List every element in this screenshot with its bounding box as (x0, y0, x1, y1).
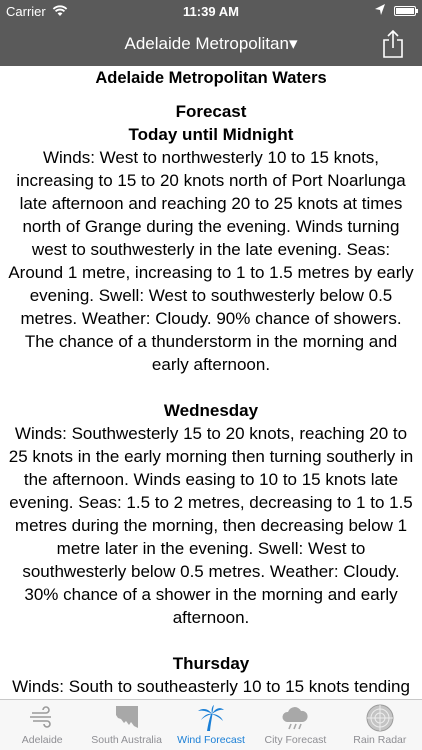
section-text: Winds: Southwesterly 15 to 20 knots, reaching 20 to 25 knots in the early morning then turning southerly in the afternoon. Winds easing to 10 to 15 knots late evening. Seas: 1.5 to 2 metres, decreasing to 1 to 1.5 metres during the morning, then decreasing below 1 metre later in the evening. Swell: West to southwesterly below 0.5 metres. Weather: Cloudy. 30% chance of a shower in the morning and early afternoon. (8, 424, 414, 627)
tab-rain-radar[interactable] (338, 700, 422, 750)
palm-tree-icon (196, 704, 226, 735)
share-icon (380, 29, 406, 59)
section-text: Winds: South to southeasterly 10 to 15 knots tending (12, 677, 410, 696)
section-text: Winds: West to northwesterly 10 to 15 knots, increasing to 15 to 20 knots north of Port Noarlunga late afternoon and reaching 20 to 25 knots at times north of Grange during the evening. Winds turning west to southwesterly in the late evening. Seas: Around 1 metre, increasing to 1 to 1.5 metres by early evening. Swell: West to southwesterly below 0.5 metres. Weather: Cloudy. 90% chance of showers. The chance of a thunderstorm in the morning and early afternoon. (8, 148, 414, 374)
battery-icon (394, 6, 416, 16)
tab-label: South Australia (91, 734, 162, 746)
forecast-section-wednesday (0, 399, 422, 629)
section-title: Forecast (175, 102, 247, 121)
radar-icon (365, 704, 395, 735)
wind-icon (28, 704, 56, 733)
tab-south-australia[interactable] (84, 700, 168, 750)
storm-cloud-icon (280, 704, 310, 735)
tab-adelaide[interactable] (0, 700, 84, 750)
tab-label: Adelaide (21, 734, 63, 746)
forecast-section-today (0, 100, 422, 376)
carrier-label: Carrier (6, 4, 46, 19)
tab-label: Wind Forecast (177, 734, 245, 746)
tab-label: City Forecast (264, 734, 327, 746)
tab-wind-forecast[interactable] (169, 700, 253, 750)
location-arrow-icon (374, 3, 386, 20)
navigation-bar (0, 22, 422, 66)
status-bar (0, 0, 422, 22)
tab-bar (0, 699, 422, 750)
status-time: 11:39 AM (183, 4, 239, 19)
forecast-content[interactable] (0, 66, 422, 699)
tab-city-forecast[interactable] (253, 700, 337, 750)
share-button[interactable] (380, 29, 406, 59)
section-title: Thursday (172, 654, 250, 673)
section-subtitle: Today until Midnight (128, 125, 294, 144)
page-title: Adelaide Metropolitan Waters (95, 69, 327, 87)
region-selector[interactable]: Adelaide Metropolitan▾ (124, 34, 298, 53)
section-title: Wednesday (163, 401, 259, 420)
tab-label: Rain Radar (353, 734, 407, 746)
south-australia-map-icon (112, 704, 142, 735)
